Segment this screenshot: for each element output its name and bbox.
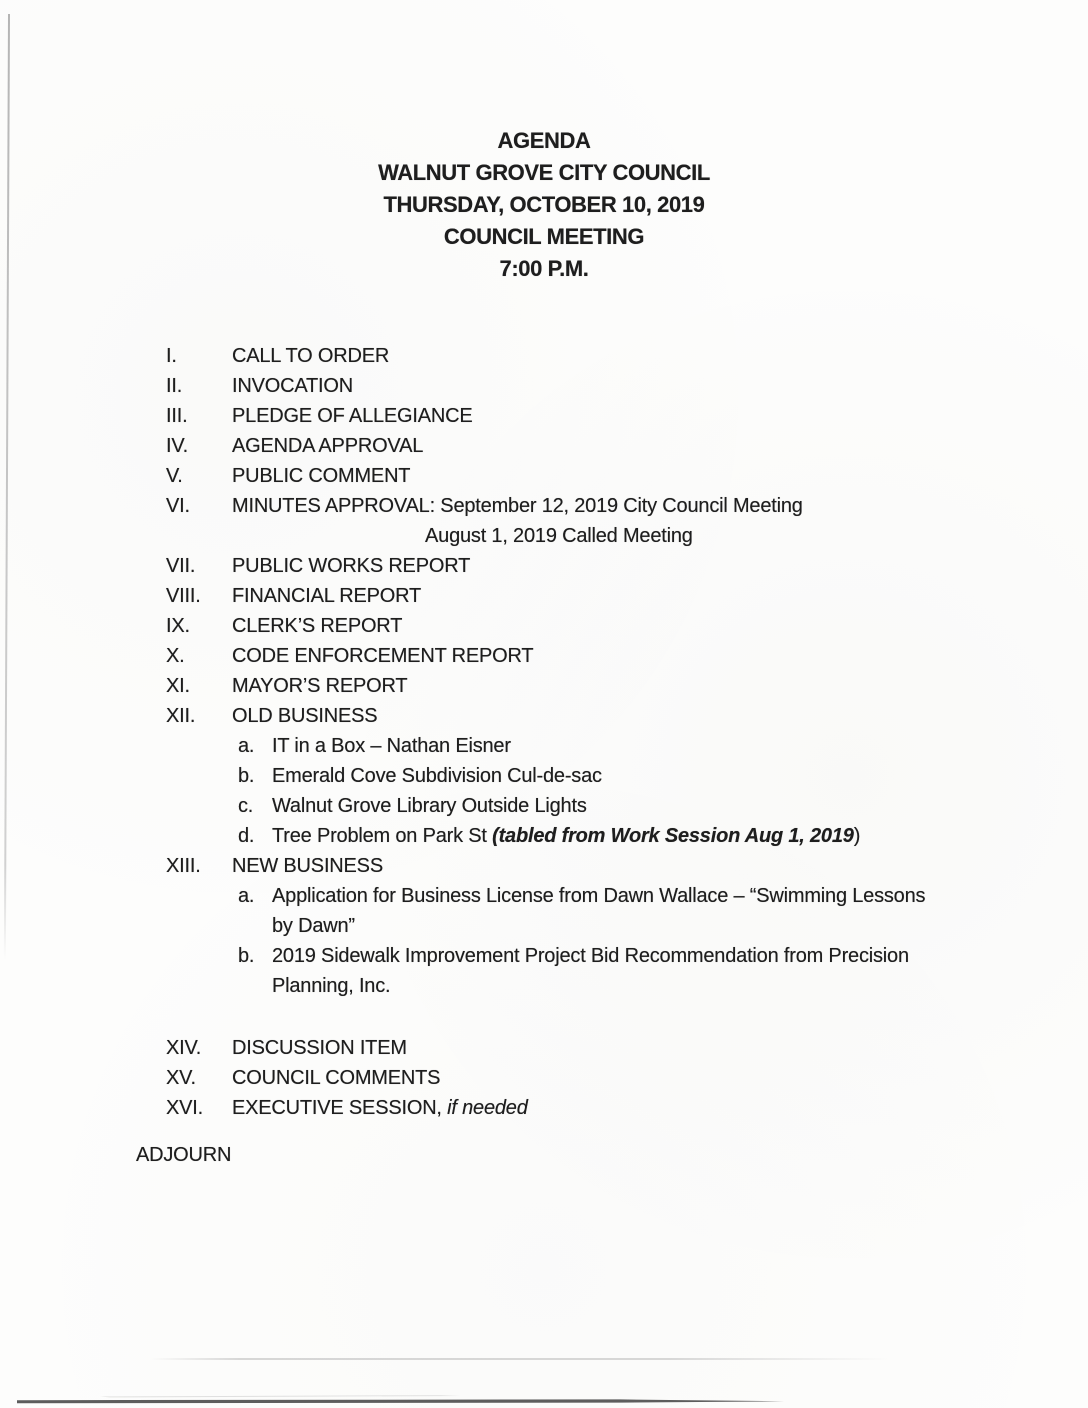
agenda-text-segment: IT in a Box – Nathan Eisner — [272, 735, 511, 757]
agenda-item-row — [166, 1093, 1046, 1123]
item-text — [232, 1033, 1046, 1063]
agenda-item-row — [166, 491, 1046, 521]
item-numeral: XI. — [166, 675, 190, 697]
agenda-item-row — [166, 461, 1046, 491]
agenda-item-row — [166, 641, 1046, 671]
item-text — [232, 401, 1046, 431]
agenda-text-segment: INVOCATION — [232, 375, 353, 397]
item-numeral: XIV. — [166, 1037, 202, 1059]
agenda-subitem-row — [166, 941, 1046, 1001]
agenda-item-row — [166, 401, 1046, 431]
agenda-subitem-row — [166, 881, 1046, 941]
agenda-item-row — [166, 701, 1046, 731]
title-block — [0, 125, 1088, 285]
agenda-text-segment: MINUTES APPROVAL: September 12, 2019 City Council Meeting — [232, 495, 803, 517]
agenda-text-segment: 2019 Sidewalk Improvement Project Bid Recommendation from Precision Planning, Inc. — [272, 945, 909, 997]
agenda-text-segment: EXECUTIVE SESSION, — [232, 1097, 448, 1119]
item-text — [232, 461, 1046, 491]
subitem-letter: b. — [238, 765, 255, 787]
item-numeral: X. — [166, 645, 185, 667]
agenda-text-segment: PUBLIC COMMENT — [232, 465, 411, 487]
agenda-text-segment: DISCUSSION ITEM — [232, 1037, 407, 1059]
agenda-item-row — [166, 1063, 1046, 1093]
agenda-subitem-row — [166, 821, 1046, 851]
item-numeral: II. — [166, 375, 183, 397]
title-line: AGENDA — [497, 128, 591, 153]
agenda-text-segment: CODE ENFORCEMENT REPORT — [232, 645, 534, 667]
agenda-item-row — [166, 551, 1046, 581]
subitem-letter: a. — [238, 885, 255, 907]
agenda-text-segment: if needed — [447, 1097, 528, 1119]
item-text — [232, 851, 1046, 881]
adjourn-label: ADJOURN — [136, 1144, 232, 1166]
subitem-text — [272, 761, 602, 791]
item-text — [232, 1093, 1046, 1123]
agenda-text-segment: PLEDGE OF ALLEGIANCE — [232, 405, 473, 427]
scan-faint-line-artifact — [150, 1358, 890, 1360]
agenda-subitem-row — [166, 731, 1046, 761]
agenda-item-row — [166, 851, 1046, 881]
item-numeral: VI. — [166, 495, 190, 517]
title-line: 7:00 P.M. — [499, 256, 589, 281]
agenda-item-row — [166, 1033, 1046, 1063]
item-numeral: IV. — [166, 435, 189, 457]
agenda-item-row — [166, 611, 1046, 641]
title-line: WALNUT GROVE CITY COUNCIL — [378, 160, 710, 185]
agenda-text-segment: CALL TO ORDER — [232, 345, 390, 367]
agenda-text-segment: Walnut Grove Library Outside Lights — [272, 795, 587, 817]
item-text — [232, 551, 1046, 581]
item-text — [232, 491, 1046, 521]
agenda-item-row — [166, 371, 1046, 401]
agenda-text-segment: (tabled from Work Session Aug 1, 2019 — [492, 825, 854, 847]
title-line: THURSDAY, OCTOBER 10, 2019 — [383, 192, 705, 217]
agenda-text-segment: COUNCIL COMMENTS — [232, 1067, 441, 1089]
item-numeral: I. — [166, 345, 177, 367]
agenda-text-segment: Emerald Cove Subdivision Cul-de-sac — [272, 765, 602, 787]
subitem-text — [272, 731, 511, 761]
subitem-letter: c. — [238, 795, 254, 817]
agenda-item-row — [166, 581, 1046, 611]
item-numeral: XV. — [166, 1067, 196, 1089]
item-text — [232, 611, 1046, 641]
title-line: COUNCIL MEETING — [443, 224, 645, 249]
item-numeral: XIII. — [166, 855, 201, 877]
item-text — [232, 371, 1046, 401]
agenda-text-segment: AGENDA APPROVAL — [232, 435, 424, 457]
agenda-text-segment: ) — [853, 825, 861, 847]
agenda-item-row — [166, 341, 1046, 371]
agenda-subitem-row — [166, 791, 1046, 821]
item-numeral: III. — [166, 405, 188, 427]
agenda-subitem-row — [166, 761, 1046, 791]
agenda-text-segment: MAYOR’S REPORT — [232, 675, 408, 697]
item-text — [232, 431, 1046, 461]
item-text — [232, 1063, 1046, 1093]
item-numeral: IX. — [166, 615, 190, 637]
subitem-text — [272, 881, 944, 941]
item-text — [232, 641, 1046, 671]
item-numeral: V. — [166, 465, 183, 487]
subitem-text — [272, 941, 944, 1001]
agenda-item-row — [166, 431, 1046, 461]
item-text — [232, 341, 1046, 371]
agenda-text-segment: OLD BUSINESS — [232, 705, 378, 727]
subitem-text — [272, 821, 860, 851]
subitem-letter: d. — [238, 825, 255, 847]
agenda-text-segment: FINANCIAL REPORT — [232, 585, 422, 607]
item-text — [232, 581, 1046, 611]
scan-bottom-line-artifact — [0, 1392, 1088, 1408]
subitem-letter: b. — [238, 945, 255, 967]
agenda-text-segment: Tree Problem on Park St — [272, 825, 493, 847]
agenda-item-row — [166, 671, 1046, 701]
item-text — [232, 701, 1046, 731]
agenda-text-segment: Application for Business License from Dawn Wallace – “Swimming Lessons by Dawn” — [272, 885, 926, 937]
item-numeral: XVI. — [166, 1097, 203, 1119]
item-continuation-line: August 1, 2019 Called Meeting — [425, 525, 693, 547]
agenda-text-segment: PUBLIC WORKS REPORT — [232, 555, 471, 577]
agenda-list — [166, 341, 1046, 1123]
agenda-text-segment: CLERK’S REPORT — [232, 615, 403, 637]
subitem-letter: a. — [238, 735, 255, 757]
agenda-text-segment: NEW BUSINESS — [232, 855, 383, 877]
item-numeral: VIII. — [166, 585, 201, 607]
item-numeral: VII. — [166, 555, 196, 577]
subitem-text — [272, 791, 587, 821]
item-text — [232, 671, 1046, 701]
item-numeral: XII. — [166, 705, 196, 727]
